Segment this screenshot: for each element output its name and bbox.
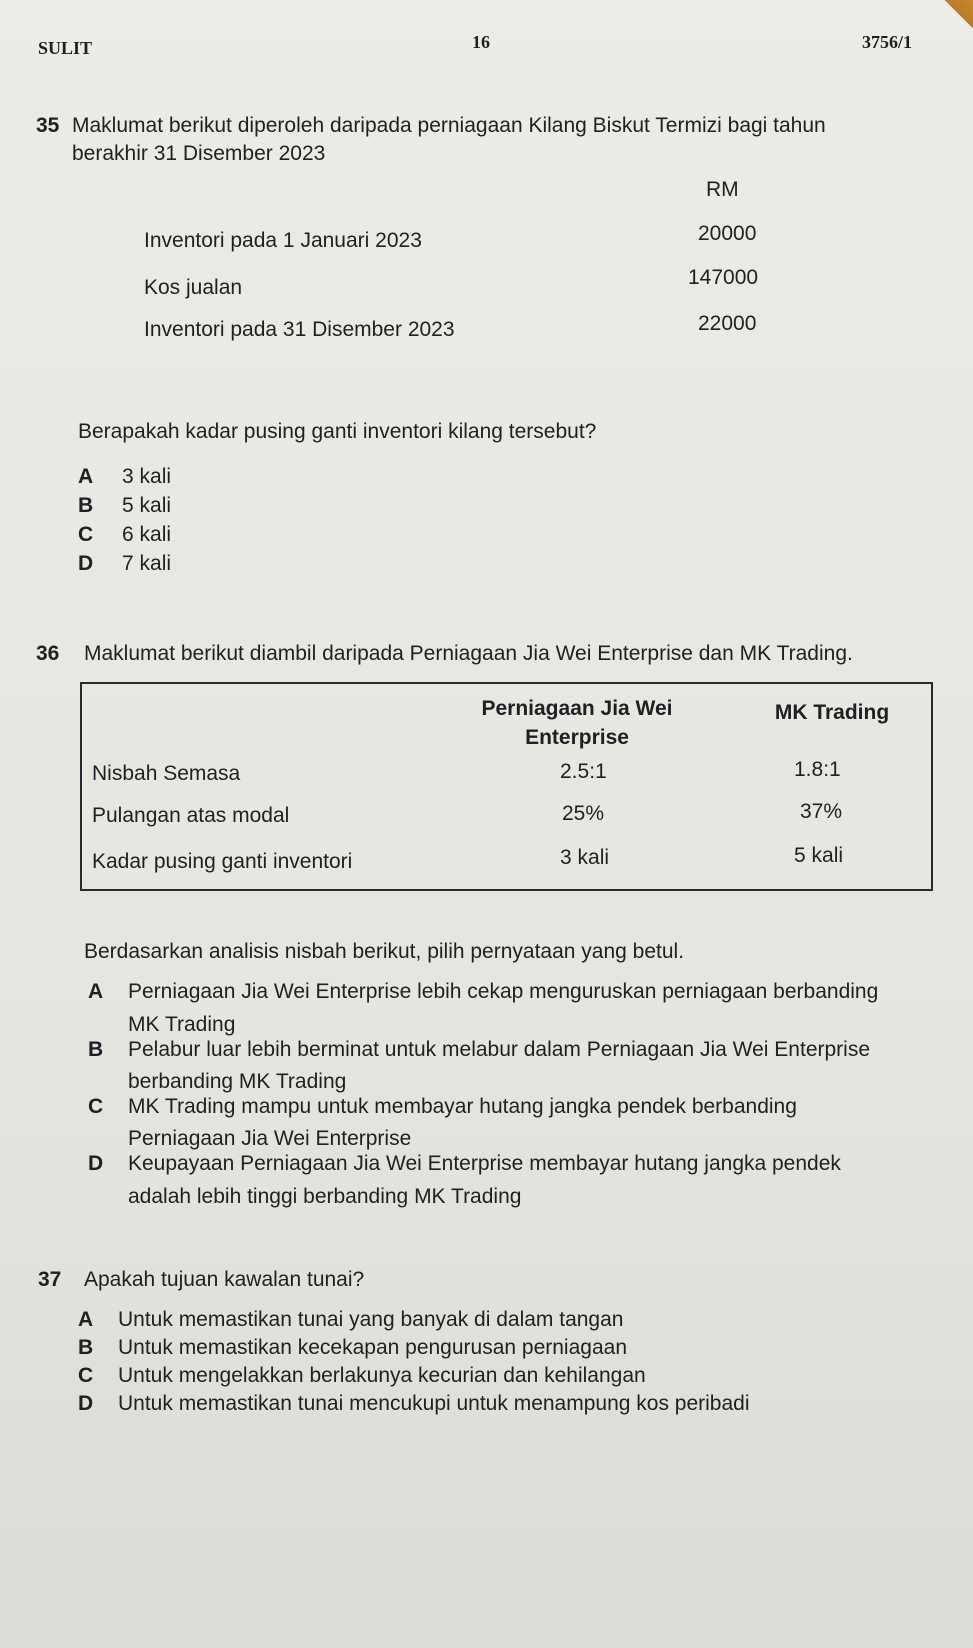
comparison-table [80,682,933,891]
q37-question: Apakah tujuan kawalan tunai? [84,1268,365,1291]
q37-option-letter: B [78,1336,94,1359]
q36-option-text: Pelabur luar lebih berminat untuk melabur dalam Perniagaan Jia Wei Enterprise [128,1038,871,1061]
q36-option-text: berbanding MK Trading [128,1070,347,1093]
q36-question: Berdasarkan analisis nisbah berikut, pilih pernyataan yang betul. [84,940,685,963]
table-row-label: Nisbah Semasa [92,762,241,785]
table-cell-mktrading: 1.8:1 [794,758,841,781]
q35-option-text: 5 kali [122,494,172,517]
q37-option-text: Untuk mengelakkan berlakunya kecurian dan kehilangan [118,1364,646,1387]
q36-stem: Maklumat berikut diambil daripada Perniagaan Jia Wei Enterprise dan MK Trading. [84,642,853,665]
q36-option-letter: B [88,1038,104,1061]
table-cell-mktrading: 37% [800,800,843,823]
q35-option-letter: C [78,523,94,546]
q35-stem-line2: berakhir 31 Disember 2023 [72,142,326,165]
q36-option-text: MK Trading mampu untuk membayar hutang jangka pendek berbanding [128,1095,797,1118]
q37-option-text: Untuk memastikan kecekapan pengurusan perniagaan [118,1336,627,1359]
q36-option-text: Keupayaan Perniagaan Jia Wei Enterprise membayar hutang jangka pendek [128,1152,841,1175]
table-row-label: Pulangan atas modal [92,804,290,827]
q36-option-text: Perniagaan Jia Wei Enterprise lebih cekap menguruskan perniagaan berbanding [128,980,879,1003]
table-header-jiawei-line1: Perniagaan Jia Wei [481,697,673,720]
page-number: 16 [472,32,490,52]
q35-item-value: 20000 [698,222,757,245]
q37-number: 37 [38,1268,62,1291]
q35-option-letter: D [78,552,94,575]
q35-stem-line1: Maklumat berikut diperoleh daripada perniagaan Kilang Biskut Termizi bagi tahun [72,114,826,137]
table-row-label: Kadar pusing ganti inventori [92,850,353,873]
q35-item-label: Inventori pada 31 Disember 2023 [144,318,455,341]
q35-item-label: Inventori pada 1 Januari 2023 [144,229,422,252]
q36-option-text: adalah lebih tinggi berbanding MK Trading [128,1185,522,1208]
table-cell-jiawei: 2.5:1 [560,760,607,783]
q36-option-text: Perniagaan Jia Wei Enterprise [128,1127,412,1150]
table-cell-mktrading: 5 kali [794,844,844,867]
paper-code: 3756/1 [862,32,913,52]
q35-currency-header: RM [706,178,739,201]
q35-option-text: 3 kali [122,465,172,488]
table-cell-jiawei: 3 kali [560,846,610,869]
page-corner-decoration [933,0,973,30]
table-header-mktrading: MK Trading [774,701,890,724]
q37-option-text: Untuk memastikan tunai mencukupi untuk menampung kos peribadi [118,1392,750,1415]
q35-number: 35 [36,114,60,137]
q37-option-letter: A [78,1308,94,1331]
table-cell-jiawei: 25% [562,802,605,825]
q37-option-text: Untuk memastikan tunai yang banyak di dalam tangan [118,1308,624,1331]
q37-option-letter: D [78,1392,94,1415]
q35-question: Berapakah kadar pusing ganti inventori kilang tersebut? [78,420,597,443]
q35-option-letter: A [78,465,94,488]
table-header-jiawei [462,694,692,752]
q36-option-letter: A [88,980,104,1003]
q35-option-text: 7 kali [122,552,172,575]
header-confidential: SULIT [38,38,93,58]
q35-item-value: 147000 [688,266,759,289]
q37-option-letter: C [78,1364,94,1387]
q35-item-label: Kos jualan [144,276,243,299]
q36-option-letter: D [88,1152,104,1175]
q35-option-letter: B [78,494,94,517]
q35-option-text: 6 kali [122,523,172,546]
q35-item-value: 22000 [698,312,757,335]
table-header-jiawei-line2: Enterprise [525,726,629,749]
q36-option-letter: C [88,1095,104,1118]
q36-option-text: MK Trading [128,1013,236,1036]
q36-number: 36 [36,642,60,665]
